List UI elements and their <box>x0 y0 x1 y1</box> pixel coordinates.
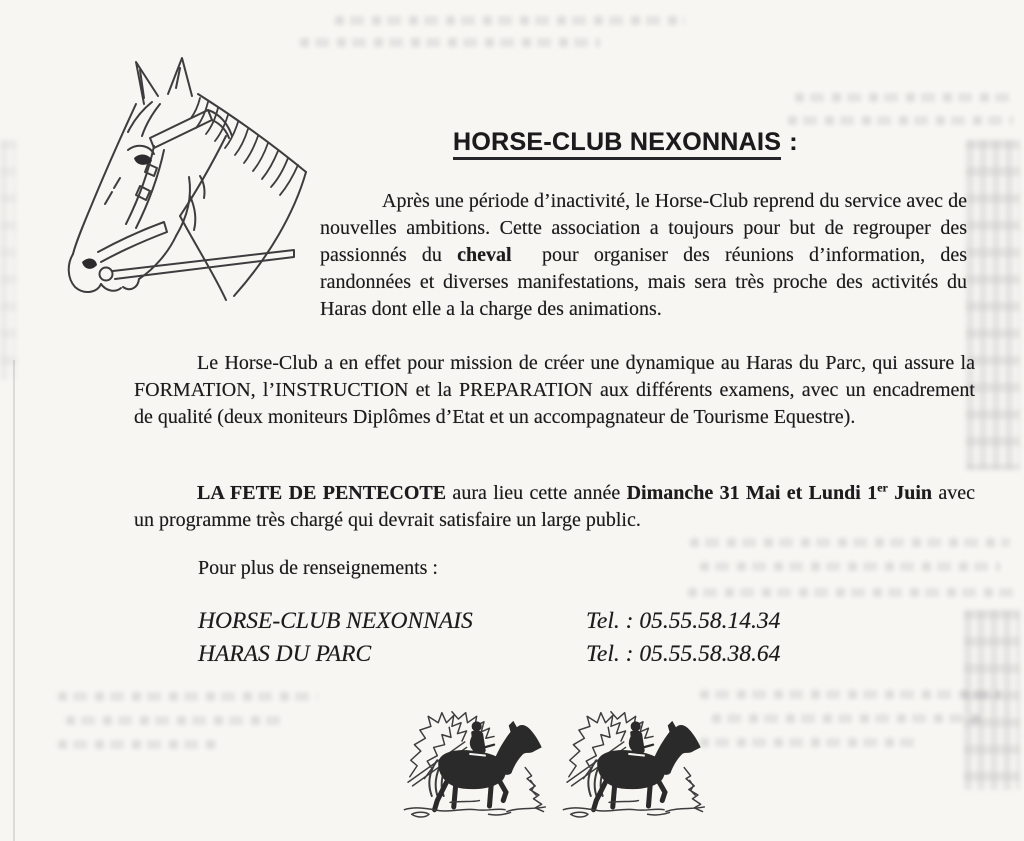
bleedthrough-artifact <box>700 690 1000 699</box>
info-line: Pour plus de renseignements : <box>198 557 438 579</box>
bleedthrough-artifact <box>0 140 16 380</box>
contact-phone: Tel. : 05.55.58.14.34 <box>586 608 781 634</box>
contact-row <box>198 608 780 641</box>
bleedthrough-artifact <box>300 38 600 47</box>
bleedthrough-artifact <box>335 16 685 25</box>
paragraph-mission: Le Horse-Club a en effet pour mission de créer une dynamique au Haras du Parc, qui assure la FORMATION, l’INSTRUCTION et la PREPARATION aux différents examens, avec un encadrement de qualité (deux moniteurs Diplômes d’Etat et un accompagnateur de Tourisme Equestre). <box>134 352 975 428</box>
contact-phone: Tel. : 05.55.58.38.64 <box>586 641 781 667</box>
bleedthrough-artifact <box>712 714 982 723</box>
bleedthrough-artifact <box>964 610 1020 790</box>
paragraph-fete-pentecote: LA FETE DE PENTECOTE aura lieu cette année Dimanche 31 Mai et Lundi 1er Juin avec un programme très chargé qui devrait satisfaire un large public. <box>134 480 976 531</box>
contact-name: HARAS DU PARC <box>198 641 372 667</box>
bleedthrough-artifact <box>795 93 1010 102</box>
contact-block <box>198 608 780 674</box>
bleedthrough-artifact <box>58 740 218 749</box>
bleedthrough-artifact <box>700 738 920 747</box>
bleedthrough-artifact <box>690 538 1010 547</box>
scan-edge-line <box>13 360 15 841</box>
horse-rider-illustration-left <box>397 703 549 823</box>
bleedthrough-artifact <box>58 692 318 701</box>
paragraph-intro: Après une période d’inactivité, le Horse-Club reprend du service avec de nouvelles ambitions. Cette association a toujours pour but de regrouper des passionnés du cheval pour organiser des réunions d’information, des randonnées et diverses manifestations, mais sera très proche des activités du Haras dont elle a la charge des animations. <box>320 190 967 320</box>
bleedthrough-artifact <box>788 116 1013 125</box>
title-text: HORSE-CLUB NEXONNAIS <box>453 128 781 160</box>
contact-name: HORSE-CLUB NEXONNAIS <box>198 608 473 634</box>
horse-head-illustration <box>40 46 312 308</box>
title-colon: : <box>789 128 798 156</box>
document-title <box>453 128 798 157</box>
rider-stamps <box>397 703 708 823</box>
bleedthrough-artifact <box>700 562 1000 571</box>
contact-row <box>198 641 780 674</box>
bleedthrough-artifact <box>66 716 281 725</box>
bleedthrough-artifact <box>688 588 1018 597</box>
horse-rider-illustration-right <box>556 703 708 823</box>
